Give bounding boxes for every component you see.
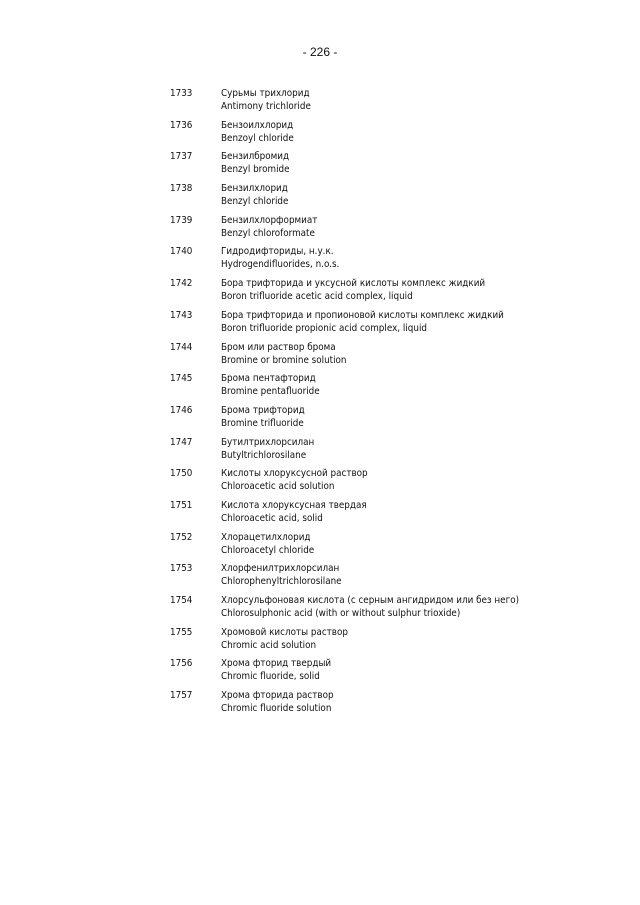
list-item — [170, 182, 590, 214]
list-item — [170, 404, 590, 436]
entry-code: 1743 — [170, 309, 193, 321]
entry-name-ru: Бензилбромид — [221, 151, 290, 163]
entry-code: 1750 — [170, 468, 193, 480]
entry-name-ru: Бутилтрихлорсилан — [221, 436, 315, 448]
entry-code: 1738 — [170, 183, 193, 195]
entry-name-en: Chloroacetic acid solution — [221, 481, 335, 493]
entry-names — [221, 594, 590, 626]
entry-name-ru: Брома пентафторид — [221, 373, 316, 385]
entry-name-en: Benzyl chloroformate — [221, 227, 315, 239]
entry-name-ru: Кислота хлоруксусная твердая — [221, 499, 367, 511]
entry-name-ru: Бензоилхлорид — [221, 119, 294, 131]
entry-name-en: Antimony trichloride — [221, 101, 311, 112]
entry-name-en: Chlorosulphonic acid (with or without sulphur trioxide) — [221, 608, 461, 619]
list-item — [170, 467, 590, 499]
list-item — [170, 657, 590, 689]
entry-names — [221, 309, 590, 341]
entry-names — [221, 182, 590, 214]
entry-code: 1754 — [170, 595, 193, 606]
entry-names — [221, 436, 590, 468]
entry-name-ru: Кислоты хлоруксусной раствор — [221, 468, 368, 480]
list-item — [170, 245, 590, 277]
list-item — [170, 309, 590, 341]
entry-name-en: Bromine trifluoride — [221, 417, 304, 429]
entry-names — [221, 531, 590, 563]
entry-names — [221, 562, 590, 594]
entry-code: 1744 — [170, 341, 193, 353]
entry-names — [221, 372, 590, 404]
entry-code: 1739 — [170, 214, 193, 226]
entry-name-en: Boron trifluoride propionic acid complex, liquid — [221, 322, 427, 334]
entry-names — [221, 657, 590, 689]
entry-names — [221, 341, 590, 373]
list-item — [170, 689, 590, 721]
list-item — [170, 119, 590, 151]
list-item — [170, 562, 590, 594]
list-item — [170, 436, 590, 468]
entry-name-en: Chloroacetyl chloride — [221, 544, 315, 556]
entry-code: 1737 — [170, 151, 193, 163]
list-item — [170, 150, 590, 182]
entry-names — [221, 626, 590, 658]
entry-code: 1752 — [170, 531, 193, 543]
entry-name-ru: Гидродифториды, н.у.к. — [221, 246, 334, 258]
entry-name-ru: Хромовой кислоты раствор — [221, 626, 348, 638]
entry-names — [221, 499, 590, 531]
entry-name-ru: Хлорсульфоновая кислота (с серным ангидридом или без него) — [221, 595, 520, 606]
entry-names — [221, 150, 590, 182]
entry-code: 1742 — [170, 278, 193, 290]
entry-name-ru: Бензилхлорформиат — [221, 214, 318, 226]
list-item — [170, 277, 590, 309]
entry-name-en: Benzyl bromide — [221, 164, 290, 176]
entry-names — [221, 467, 590, 499]
entry-code: 1753 — [170, 563, 193, 575]
entry-name-ru: Бора трифторида и уксусной кислоты комплекс жидкий — [221, 278, 486, 290]
entry-name-ru: Хлорацетилхлорид — [221, 531, 311, 543]
entry-name-en: Boron trifluoride acetic acid complex, liquid — [221, 291, 413, 303]
entry-code: 1747 — [170, 436, 193, 448]
entry-name-en: Bromine pentafluoride — [221, 386, 320, 398]
entry-code: 1757 — [170, 690, 193, 702]
entry-name-ru: Бора трифторида и пропионовой кислоты комплекс жидкий — [221, 309, 504, 321]
entry-name-en: Chloroacetic acid, solid — [221, 512, 323, 524]
list-item — [170, 626, 590, 658]
entry-name-ru: Бром или раствор брома — [221, 341, 336, 353]
entry-code: 1756 — [170, 658, 193, 670]
entry-name-ru: Брома трифторид — [221, 404, 305, 416]
entry-names — [221, 87, 590, 119]
entry-name-en: Butyltrichlorosilane — [221, 449, 307, 461]
entry-name-en: Chromic fluoride, solid — [221, 671, 320, 683]
entry-code: 1736 — [170, 119, 193, 131]
list-item — [170, 594, 590, 626]
entry-name-en: Benzoyl chloride — [221, 132, 294, 144]
list-item — [170, 214, 590, 246]
entry-code: 1733 — [170, 88, 193, 99]
entry-names — [221, 214, 590, 246]
list-item — [170, 531, 590, 563]
list-item — [170, 341, 590, 373]
list-item — [170, 372, 590, 404]
entry-name-ru: Хрома фторида раствор — [221, 690, 334, 702]
entry-name-en: Bromine or bromine solution — [221, 354, 347, 366]
entry-names — [221, 119, 590, 151]
page-number: - 226 - — [302, 45, 338, 59]
entry-name-ru: Хлорфенилтрихлорсилан — [221, 563, 340, 575]
entry-names — [221, 245, 590, 277]
entry-name-ru: Сурьмы трихлорид — [221, 88, 310, 99]
entry-name-ru: Бензилхлорид — [221, 183, 288, 195]
entry-list — [170, 87, 590, 721]
entry-names — [221, 404, 590, 436]
list-item — [170, 87, 590, 119]
entry-code: 1746 — [170, 404, 193, 416]
entry-name-en: Chromic fluoride solution — [221, 703, 332, 715]
entry-code: 1751 — [170, 499, 193, 511]
entry-name-en: Chromic acid solution — [221, 639, 317, 651]
entry-name-en: Chlorophenyltrichlorosilane — [221, 576, 342, 588]
entry-name-en: Hydrogendifluorides, n.o.s. — [221, 259, 340, 271]
entry-code: 1745 — [170, 373, 193, 385]
list-item — [170, 499, 590, 531]
entry-name-ru: Хрома фторид твердый — [221, 658, 332, 670]
entry-code: 1755 — [170, 626, 193, 638]
entry-code: 1740 — [170, 246, 193, 258]
entry-names — [221, 277, 590, 309]
entry-name-en: Benzyl chloride — [221, 196, 289, 208]
entry-names — [221, 689, 590, 721]
